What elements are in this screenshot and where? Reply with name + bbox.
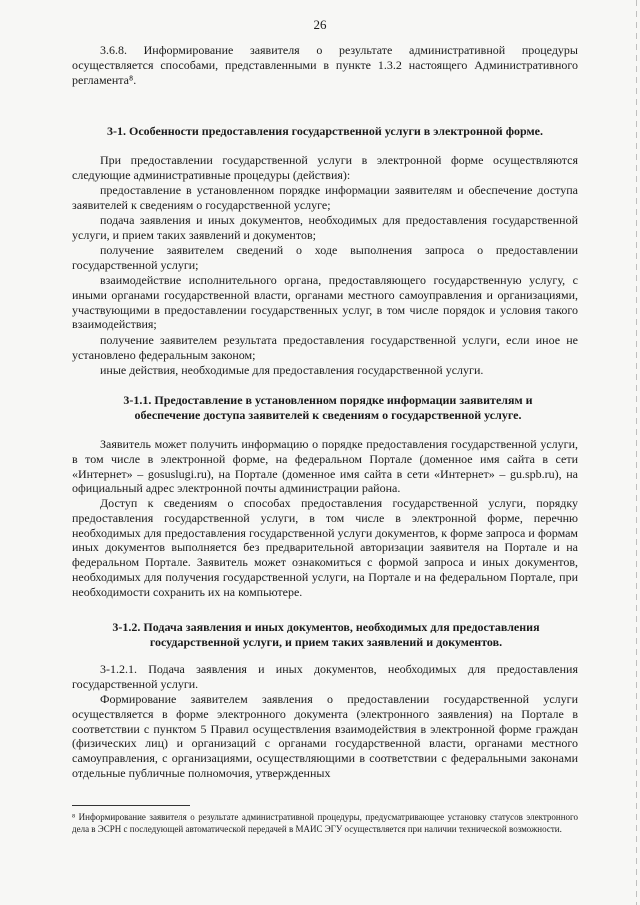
- section-heading-3-1-1: 3-1.1. Предоставление в установленном порядке информации заявителям и обеспечение доступа заявителей к сведениям о государственной услуге.: [123, 393, 533, 422]
- paragraph-3-1-1-b: Доступ к сведениям о способах предоставления государственной услуги, порядку предоставления государственной услуги, в том числе в электронной форме, перечню необходимых для предоставления государственной услуги документов, к форме запроса и формам иных документов выполняется без предварительной авторизации заявителя на Портале и на федеральном Портале. Заявитель может ознакомиться с формой запроса и иных документов, необходимых для получения государственной услуги, на Портале и на федеральном Портале, при необходимости сохранить их на компьютере.: [72, 496, 578, 599]
- paragraph-3-1-1-a: Заявитель может получить информацию о порядке предоставления государственной услуги, в том числе в электронной форме, на федеральном Портале (доменное имя сайта в сети «Интернет» – gosuslugi.ru), на Портале (доменное имя сайта в сети «Интернет» – gu.spb.ru), на официальный адрес электронной почты администрации района.: [72, 437, 578, 496]
- footnote-separator: [72, 805, 190, 806]
- paragraph-3-6-8: 3.6.8. Информирование заявителя о результате административной процедуры осуществляется способами, представленными в пункте 1.3.2 настоящего Административного регламента⁸.: [72, 43, 578, 87]
- footnote: ⁸ Информирование заявителя о результате административной процедуры, предусматривающее установку статусов электронного дела в ЭСРН с последующей автоматической передачей в МАИС ЭГУ осуществляется при наличии технической возможности.: [72, 812, 578, 834]
- list-item: получение заявителем сведений о ходе выполнения запроса о предоставлении государственной услуги;: [72, 243, 578, 272]
- paragraph-3-1-2-1: 3-1.2.1. Подача заявления и иных документов, необходимых для предоставления государственной услуги.: [72, 662, 578, 691]
- scan-edge-line: [636, 0, 637, 905]
- list-item: иные действия, необходимые для предоставления государственной услуги.: [100, 363, 484, 377]
- list-item: взаимодействие исполнительного органа, предоставляющего государственную услугу, с иными органами государственной власти, органами местного самоуправления и организациями, участвующими в предоставлении государственных услуг, в том числе порядок и условия такого взаимодействия;: [72, 273, 578, 332]
- paragraph-formation: Формирование заявителем заявления о предоставлении государственной услуги осуществляется в форме электронного документа (электронного заявления) на Портале в соответствии с пунктом 5 Правил осуществления взаимодействия в электронной форме граждан (физических лиц) и организаций с органами государственной власти, органами местного самоуправления, с организациями, осуществляющими в соответствии с федеральными законами отдельные публичные полномочия, утвержденных: [72, 692, 578, 780]
- list-item: предоставление в установленном порядке информации заявителям и обеспечение доступа заявителей к сведениям о государственной услуге;: [72, 183, 578, 212]
- list-item: получение заявителем результата предоставления государственной услуги, если иное не установлено федеральным законом;: [72, 333, 578, 362]
- page-number: 26: [313, 17, 327, 32]
- list-item: подача заявления и иных документов, необходимых для предоставления государственной услуги, и прием таких заявлений и документов;: [72, 213, 578, 242]
- section-heading-3-1-2: 3-1.2. Подача заявления и иных документов, необходимых для предоставления государственной услуги, и прием таких заявлений и документов.: [112, 620, 540, 649]
- section-heading-3-1: 3-1. Особенности предоставления государственной услуги в электронной форме.: [107, 124, 543, 138]
- paragraph-intro: При предоставлении государственной услуги в электронной форме осуществляются следующие административные процедуры (действия):: [72, 153, 578, 182]
